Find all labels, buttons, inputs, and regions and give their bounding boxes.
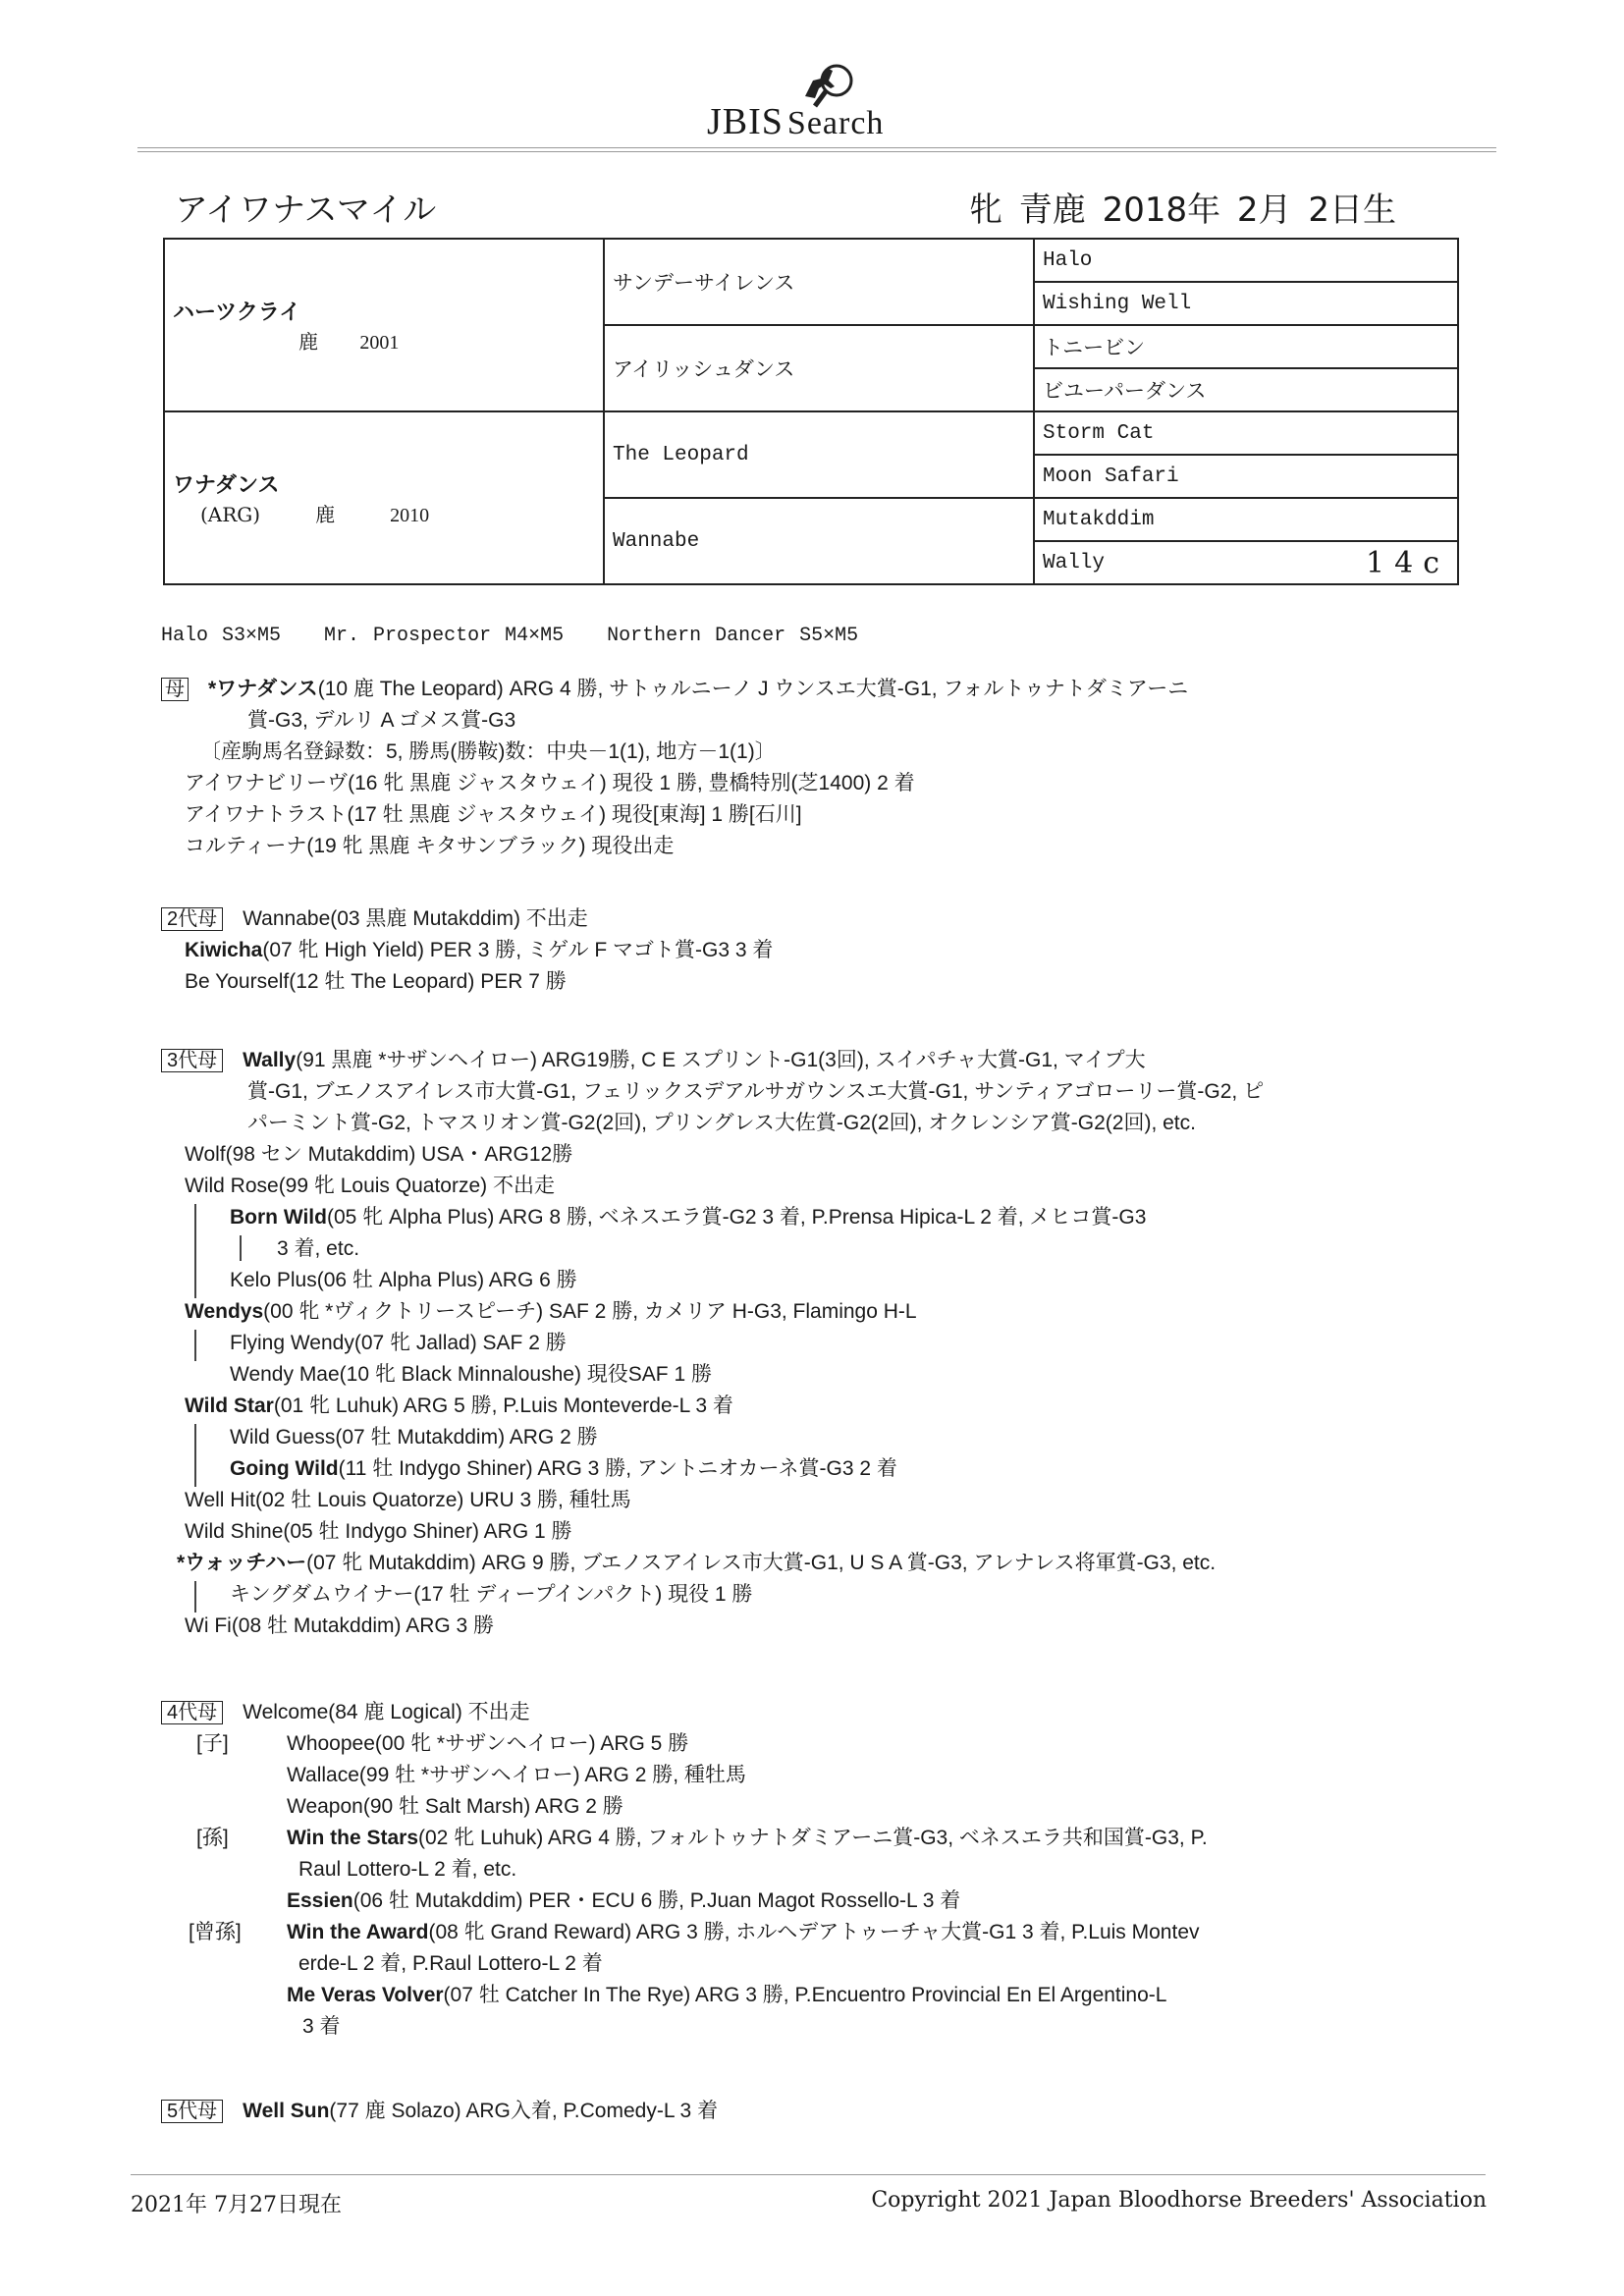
gen2-line-2: (07 牝 High Yield) PER 3 勝, ミゲル F マゴト賞-G3 3 着 <box>262 939 774 961</box>
third-dam-section <box>161 1045 1467 1642</box>
pedigree-gen3-5: Storm Cat <box>1034 411 1458 455</box>
pedigree-sire-sire: サンデーサイレンス <box>604 239 1034 325</box>
gen2-line-2-name: Kiwicha <box>185 939 263 961</box>
gen3-line-10: Flying Wendy(07 牝 Jallad) SAF 2 勝 <box>230 1332 567 1354</box>
section-label-4th-dam: 4代母 <box>161 1701 223 1724</box>
dam-line-name: *ワナダンス <box>208 678 318 700</box>
gen3-line-17-name: *ウォッチハー <box>177 1552 307 1574</box>
sire-color: 鹿 <box>298 330 318 354</box>
gen3-line-14: (11 牡 Indygo Shiner) ARG 3 勝, アントニオカーネ賞-G3 2 着 <box>338 1457 897 1480</box>
gen4-line-6: Raul Lottero-L 2 着, etc. <box>298 1858 517 1881</box>
gen3-line-5: Wild Rose(99 牝 Louis Quatorze) 不出走 <box>185 1175 555 1197</box>
gen3-line-1-name: Wally <box>243 1049 297 1071</box>
gen2-line-3: Be Yourself(12 牡 The Leopard) PER 7 勝 <box>185 970 567 993</box>
pedigree-gen3-8 <box>1034 541 1458 584</box>
gen3-line-14-name: Going Wild <box>230 1457 339 1480</box>
gen4-line-10: (07 牡 Catcher In The Rye) ARG 3 勝, P.Encuentro Provincial En El Argentino-L <box>443 1984 1167 2006</box>
dam-country: (ARG) <box>200 503 261 526</box>
gen4-line-5: (02 牝 Luhuk) ARG 4 勝, フォルトゥナトダミアーニ賞-G3, ベネスエラ共和国賞-G3, P. <box>418 1827 1208 1849</box>
gen3-line-6: (05 牝 Alpha Plus) ARG 8 勝, ベネスエラ賞-G2 3 着, P.Prensa Hipica-L 2 着, メヒコ賞-G3 <box>326 1206 1147 1229</box>
sire-year: 2001 <box>359 332 400 354</box>
gen5-line-1-name: Well Sun <box>243 2100 330 2122</box>
tag-great-grandchild: [曾孫] <box>189 1921 242 1943</box>
gen3-line-19: Wi Fi(08 牡 Mutakddim) ARG 3 勝 <box>185 1614 495 1637</box>
family-code: 14c <box>1366 546 1449 580</box>
gen3-line-18: キングダムウイナー(17 牡 ディープインパクト) 現役 1 勝 <box>230 1583 753 1606</box>
gen2-line-1: Wannabe(03 黒鹿 Mutakddim) 不出走 <box>243 907 588 930</box>
logo-left-text: JBIS <box>707 101 784 142</box>
connector-bar <box>240 1235 242 1261</box>
inbreeding-1: Halo S3×M5 <box>161 625 282 647</box>
tag-child: [子] <box>196 1732 229 1755</box>
dam-line-2: 賞-G3, デルリ A ゴメス賞-G3 <box>247 709 516 732</box>
dam-color: 鹿 <box>315 503 336 526</box>
gen4-line-3: Wallace(99 牡 *サザンヘイロー) ARG 2 勝, 種牡馬 <box>287 1764 746 1786</box>
inbreeding-2: Mr. Prospector M4×M5 <box>324 625 565 647</box>
gen3-line-3: パーミント賞-G2, トマスリオン賞-G2(2回), プリングレス大佐賞-G2(2回), オクレンシア賞-G2(2回), etc. <box>247 1112 1196 1134</box>
dam-section <box>161 674 1467 862</box>
gen3-line-9-name: Wendys <box>185 1300 264 1323</box>
footer-rule <box>131 2174 1486 2175</box>
gen3-line-15: Well Hit(02 牡 Louis Quatorze) URU 3 勝, 種牡馬 <box>185 1489 631 1511</box>
pedigree-dam-dam: Wannabe <box>604 498 1034 584</box>
pedigree-sire-dam: アイリッシュダンス <box>604 325 1034 411</box>
header-rule-2 <box>137 151 1496 152</box>
horse-sex-color-birthdate: 牝 青鹿 2018年 2月 2日生 <box>968 191 1396 230</box>
gen4-line-1: Welcome(84 鹿 Logical) 不出走 <box>243 1701 530 1723</box>
pedigree-gen3-7: Mutakddim <box>1034 498 1458 541</box>
horse-name: アイワナスマイル <box>175 191 437 230</box>
gen4-line-5-name: Win the Stars <box>287 1827 418 1849</box>
gen3-line-2: 賞-G1, ブエノスアイレス市大賞-G1, フェリックスデアルサガウンスエ大賞-G1, サンティアゴローリー賞-G2, ピ <box>247 1080 1265 1103</box>
connector-bar <box>194 1204 196 1298</box>
gen3-line-12: (01 牝 Luhuk) ARG 5 勝, P.Luis Monteverde-L 3 着 <box>273 1394 733 1417</box>
logo-right-text: Search <box>786 105 885 141</box>
gen5-line-1: (77 鹿 Solazo) ARG入着, P.Comedy-L 3 着 <box>329 2100 719 2122</box>
gen4-line-10-name: Me Veras Volver <box>287 1984 444 2006</box>
pedigree-gen3-8-name: Wally <box>1043 551 1106 574</box>
section-label-dam: 母 <box>161 678 189 701</box>
inbreeding-line <box>161 625 888 647</box>
section-label-2nd-dam: 2代母 <box>161 907 223 931</box>
gen4-line-8-name: Win the Award <box>287 1921 429 1943</box>
pedigree-dam-cell <box>164 411 604 584</box>
gen3-line-4: Wolf(98 セン Mutakddim) USA・ARG12勝 <box>185 1143 573 1166</box>
header-rule <box>137 147 1496 148</box>
pedigree-gen3-3: トニービン <box>1034 325 1458 368</box>
second-dam-section <box>161 903 1467 998</box>
tag-grandchild: [孫] <box>196 1827 229 1849</box>
gen4-line-9: erde-L 2 着, P.Raul Lottero-L 2 着 <box>298 1952 603 1975</box>
jbis-search-logo <box>707 59 943 147</box>
connector-bar <box>194 1581 196 1613</box>
gen4-line-4: Weapon(90 牡 Salt Marsh) ARG 2 勝 <box>287 1795 623 1818</box>
dam-line-6: コルティーナ(19 牝 黒鹿 キタサンブラック) 現役出走 <box>185 835 675 857</box>
fourth-dam-section <box>161 1697 1467 2043</box>
pedigree-gen3-6: Moon Safari <box>1034 455 1458 498</box>
gen4-line-8: (08 牝 Grand Reward) ARG 3 勝, ホルヘデアトゥーチャ大賞-G1 3 着, P.Luis Montev <box>428 1921 1200 1943</box>
connector-bar <box>194 1424 196 1487</box>
gen3-line-6-name: Born Wild <box>230 1206 327 1229</box>
gen4-line-2: Whoopee(00 牝 *サザンヘイロー) ARG 5 勝 <box>287 1732 689 1755</box>
section-label-3rd-dam: 3代母 <box>161 1049 223 1072</box>
pedigree-table <box>163 238 1459 585</box>
pedigree-gen3-1: Halo <box>1034 239 1458 282</box>
gen3-line-13: Wild Guess(07 牡 Mutakddim) ARG 2 勝 <box>230 1426 598 1449</box>
connector-bar <box>194 1330 196 1361</box>
dam-line-1: (10 鹿 The Leopard) ARG 4 勝, サトゥルニーノ J ウンスエ大賞-G1, フォルトゥナトダミアーニ <box>317 678 1189 700</box>
gen4-line-7: (06 牡 Mutakddim) PER・ECU 6 勝, P.Juan Magot Rossello-L 3 着 <box>352 1889 961 1912</box>
footer-date: 2021年 7月27日現在 <box>131 2193 342 2217</box>
gen3-line-7: 3 着, etc. <box>277 1237 360 1260</box>
fifth-dam-section <box>161 2096 1467 2127</box>
sire-name: ハーツクライ <box>173 301 301 325</box>
pedigree-dam-sire: The Leopard <box>604 411 1034 498</box>
pedigree-gen3-2: Wishing Well <box>1034 282 1458 325</box>
gen3-line-9: (00 牝 *ヴィクトリースピーチ) SAF 2 勝, カメリア H-G3, Flamingo H-L <box>263 1300 917 1323</box>
gen3-line-16: Wild Shine(05 牡 Indygo Shiner) ARG 1 勝 <box>185 1520 572 1543</box>
inbreeding-3: Northern Dancer S5×M5 <box>607 625 859 647</box>
gen3-line-11: Wendy Mae(10 牝 Black Minnaloushe) 現役SAF 1 勝 <box>230 1363 712 1386</box>
dam-line-5: アイワナトラスト(17 牡 黒鹿 ジャスタウェイ) 現役[東海] 1 勝[石川] <box>185 803 802 826</box>
section-label-5th-dam: 5代母 <box>161 2100 223 2123</box>
gen3-line-1: (91 黒鹿 *サザンヘイロー) ARG19勝, C E スプリント-G1(3回), スイパチャ大賞-G1, マイプ大 <box>296 1049 1146 1071</box>
pedigree-gen3-4: ビユーパーダンス <box>1034 368 1458 411</box>
dam-name: ワナダンス <box>173 473 280 498</box>
gen3-line-12-name: Wild Star <box>185 1394 274 1417</box>
gen3-line-8: Kelo Plus(06 牡 Alpha Plus) ARG 6 勝 <box>230 1269 577 1291</box>
dam-line-4: アイワナビリーヴ(16 牝 黒鹿 ジャスタウェイ) 現役 1 勝, 豊橋特別(芝1400) 2 着 <box>185 772 915 794</box>
gen4-line-7-name: Essien <box>287 1889 353 1912</box>
dam-line-3: 〔産駒馬名登録数：5, 勝馬(勝鞍)数：中央－1(1), 地方－1(1)〕 <box>200 740 776 763</box>
footer-copyright: Copyright 2021 Japan Bloodhorse Breeders' Association <box>871 2188 1487 2213</box>
pedigree-sire-cell <box>164 239 604 411</box>
gen4-line-11: 3 着 <box>302 2015 341 2038</box>
gen3-line-17: (07 牝 Mutakddim) ARG 9 勝, ブエノスアイレス市大賞-G1, U S A 賞-G3, アレナレス将軍賞-G3, etc. <box>306 1552 1217 1574</box>
dam-year: 2010 <box>390 505 430 526</box>
